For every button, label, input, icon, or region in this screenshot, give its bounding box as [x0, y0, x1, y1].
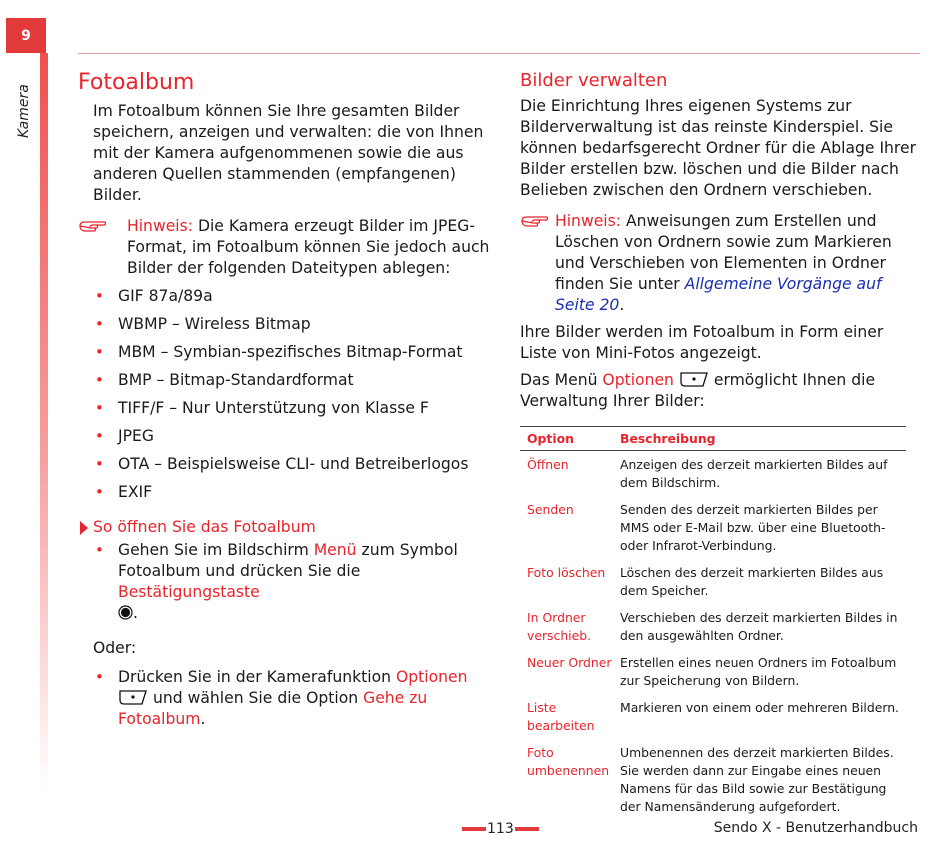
table-row [520, 496, 906, 559]
list-item [78, 314, 493, 335]
header-rule [78, 53, 920, 54]
options-menu-text [520, 370, 920, 412]
step-1 [78, 540, 493, 624]
step-text: Drücken Sie in der Kamerafunktion [118, 668, 396, 686]
table-row [520, 694, 906, 739]
or-text: Oder: [93, 639, 137, 657]
list-item [78, 454, 493, 475]
list-item [78, 342, 493, 363]
procedure-heading [78, 517, 493, 538]
note-text: Die Kamera erzeugt Bilder im JPEG-Format, im Fotoalbum können Sie jedoch auch Bilder der folgenden Dateitypen ablegen: [127, 217, 490, 277]
table-row [520, 604, 906, 649]
option-description: Markieren von einem oder mehreren Bildern. [620, 700, 899, 715]
right-column [520, 70, 920, 820]
table-header-row [520, 427, 906, 451]
arrow-right-icon [80, 521, 88, 535]
note-label: Hinweis: [555, 212, 621, 230]
option-description: Anzeigen des derzeit markierten Bildes auf dem Bildschirm. [620, 457, 888, 490]
options-term: Optionen [602, 371, 674, 389]
table-row [520, 649, 906, 694]
option-description: Löschen des derzeit markierten Bildes aus dem Speicher. [620, 565, 884, 598]
para-text: ermöglicht Ihnen die Verwaltung Ihrer Bilder: [520, 371, 876, 410]
bullet-icon: • [95, 541, 104, 559]
step-text: . [133, 604, 138, 622]
note-folders [520, 211, 920, 316]
bullet-icon: • [95, 483, 104, 501]
column-header-description: Beschreibung [613, 427, 906, 451]
column-header-option: Option [520, 427, 613, 451]
procedure-steps [78, 540, 493, 624]
step-text: Gehen Sie im Bildschirm [118, 541, 314, 559]
bullet-icon: • [95, 668, 104, 686]
chapter-label-text: Kamera [16, 84, 32, 138]
option-description: Erstellen eines neuen Ordners im Fotoalbum zur Speicherung von Bildern. [620, 655, 897, 688]
confirm-key-icon [118, 605, 133, 620]
fotoalbum-intro: Im Fotoalbum können Sie Ihre gesamten Bilder speichern, anzeigen und verwalten: die von Ihnen mit der Kamera aufgenommenen sowie die aus anderen Quellen stammenden (empfangenen) Bilder. [93, 102, 484, 204]
option-name: Senden [527, 502, 574, 517]
confirm-key-term: Bestätigungstaste [118, 583, 260, 601]
procedure-steps-alt [78, 667, 493, 730]
option-name: Neuer Ordner [527, 655, 612, 670]
list-item [78, 286, 493, 307]
page-number-bar-left [462, 827, 486, 831]
step-text: . [200, 710, 206, 728]
option-description: Senden des derzeit markierten Bildes per MMS oder E-Mail bzw. über eine Bluetooth- oder Infrarot-Verbindung. [620, 502, 886, 553]
options-table [520, 426, 906, 820]
list-item [78, 398, 493, 419]
page-number-bar-right [515, 827, 539, 831]
list-item [78, 370, 493, 391]
list-item-text: MBM – Symbian-spezifisches Bitmap-Format [118, 343, 463, 361]
step-text: zum Symbol Fotoalbum und drücken Sie die [118, 541, 458, 580]
list-item [78, 426, 493, 447]
bullet-icon: • [95, 399, 104, 417]
table-row [520, 559, 906, 604]
chapter-number: 9 [21, 27, 31, 44]
manage-intro: Die Einrichtung Ihres eigenen Systems zur Bilderverwaltung ist das reinste Kinderspiel. Sie können bedarfsgerecht Ordner für die Ablage Ihrer Bilder erstellen bzw. löschen und die Bilder nach Belieben zwischen den Ordnern verschieben. [520, 97, 917, 199]
list-item-text: BMP – Bitmap-Standardformat [118, 371, 354, 389]
chapter-label [14, 70, 34, 150]
option-name: Foto umbenennen [527, 745, 610, 778]
list-item-text: JPEG [118, 427, 154, 445]
procedure-heading-text: So öffnen Sie das Fotoalbum [93, 518, 316, 536]
section-title-bilder-verwalten: Bilder verwalten [520, 70, 668, 91]
list-item [78, 482, 493, 503]
step-2 [78, 667, 493, 730]
note-file-types [78, 216, 493, 279]
left-softkey-icon [679, 371, 709, 388]
options-term: Optionen [395, 668, 468, 686]
bullet-icon: • [95, 371, 104, 389]
thumbnail-list-text: Ihre Bilder werden im Fotoalbum in Form einer Liste von Mini-Fotos angezeigt. [520, 323, 884, 362]
pointing-hand-icon [520, 213, 550, 229]
option-description: Umbenennen des derzeit markierten Bildes. Sie werden dann zur Eingabe eines neuen Namens für das Bild sowie zur Bestätigung der Namensänderung aufgefordert. [620, 745, 894, 814]
step-text: und wählen Sie die Option [148, 689, 364, 707]
option-name: In Ordner verschieb. [527, 610, 592, 643]
bullet-icon: • [95, 343, 104, 361]
cross-reference-link[interactable]: Allgemeine Vorgänge auf Seite 20 [555, 275, 882, 314]
document-title: Sendo X - Benutzerhandbuch [713, 820, 918, 836]
table-row [520, 451, 906, 497]
goto-fotoalbum-term: Gehe zu Fotoalbum [118, 689, 428, 728]
menu-term: Menü [313, 541, 357, 559]
list-item-text: OTA – Beispielsweise CLI- und Betreiberlogos [118, 455, 469, 473]
list-item-text: WBMP – Wireless Bitmap [118, 315, 311, 333]
page-number [462, 820, 539, 838]
option-name: Foto löschen [527, 565, 606, 580]
table-row [520, 739, 906, 820]
note-text: . [619, 296, 625, 314]
section-title-fotoalbum: Fotoalbum [78, 70, 195, 95]
bullet-icon: • [95, 427, 104, 445]
bullet-icon: • [95, 455, 104, 473]
note-text: Anweisungen zum Erstellen und Löschen von Ordnern sowie zum Markieren und Verschieben von Elementen in Ordner finden Sie unter [555, 212, 892, 293]
option-description: Verschieben des derzeit markierten Bildes in den ausgewählten Ordner. [620, 610, 898, 643]
side-gradient-strip [40, 53, 48, 793]
option-name: Öffnen [527, 457, 569, 472]
pointing-hand-icon [78, 218, 108, 234]
left-softkey-icon [118, 689, 148, 706]
bullet-icon: • [95, 315, 104, 333]
note-label: Hinweis: [127, 217, 193, 235]
para-text: Das Menü [520, 371, 603, 389]
file-type-list [78, 286, 493, 503]
list-item-text: TIFF/F – Nur Unterstützung von Klasse F [118, 399, 429, 417]
bullet-icon: • [95, 287, 104, 305]
list-item-text: EXIF [118, 483, 153, 501]
chapter-number-tab [6, 18, 46, 53]
list-item-text: GIF 87a/89a [118, 287, 213, 305]
page-number-text: 113 [487, 821, 514, 837]
option-name: Liste bearbeiten [527, 700, 595, 733]
left-column [78, 70, 493, 730]
